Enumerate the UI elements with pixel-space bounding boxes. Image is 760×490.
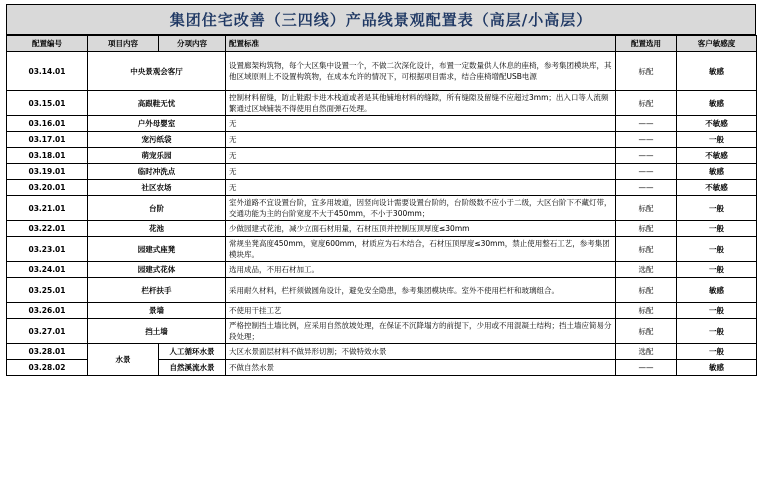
row-sensitivity: 一般: [677, 221, 757, 237]
row-sensitivity: 敏感: [677, 91, 757, 116]
row-standard: 采用耐久材料，栏杆须做圆角设计，避免安全隐患，参考集团模块库。室外不使用栏杆和玻璃组合。: [226, 278, 616, 303]
row-selection: 标配: [616, 278, 677, 303]
row-item: 栏杆扶手: [88, 278, 226, 303]
row-sensitivity: 不敏感: [677, 116, 757, 132]
row-standard: 少做园建式花池，减少立面石材用量，石材压顶并控制压顶厚度≤30mm: [226, 221, 616, 237]
row-selection: ——: [616, 148, 677, 164]
row-item: 户外母婴室: [88, 116, 226, 132]
row-sensitivity: 敏感: [677, 360, 757, 376]
row-item: 社区农场: [88, 180, 226, 196]
row-sensitivity: 不敏感: [677, 180, 757, 196]
table-row: [7, 221, 757, 237]
row-selection: ——: [616, 360, 677, 376]
row-item: 景墙: [88, 303, 226, 319]
row-item: 台阶: [88, 196, 226, 221]
row-standard: 无: [226, 116, 616, 132]
table-row: [7, 52, 757, 91]
header-sensitivity: 客户敏感度: [677, 36, 757, 52]
row-selection: 标配: [616, 303, 677, 319]
row-item: 高跟鞋无忧: [88, 91, 226, 116]
row-selection: 标配: [616, 237, 677, 262]
table-row: [7, 237, 757, 262]
row-standard: 设置廊架构筑物，每个大区集中设置一个，不做二次深化设计，布置一定数量供人休息的座椅，参考集团模块库，其他区域原则上不设置构筑物，在成本允许的情况下，可根据项目需求，结合座椅增配USB电源: [226, 52, 616, 91]
table-row: [7, 91, 757, 116]
row-sensitivity: 敏感: [677, 278, 757, 303]
row-code: 03.27.01: [7, 319, 88, 344]
row-standard: 控制材料留缝，防止鞋跟卡进木栈道或者是其他铺地材料的缝隙，所有缝隙及留缝不应超过3mm；出入口等人流频繁通过区域铺装不得使用自然面弹石处理。: [226, 91, 616, 116]
row-sensitivity: 一般: [677, 262, 757, 278]
row-code: 03.24.01: [7, 262, 88, 278]
config-sheet: [6, 4, 756, 376]
row-standard: 不做自然水景: [226, 360, 616, 376]
row-standard: 严格控制挡土墙比例，应采用自然放坡处理，在保证不沉降塌方的前提下，少用或不用混凝土结构；挡土墙应简易分段处理；: [226, 319, 616, 344]
table-row: [7, 196, 757, 221]
row-code: 03.19.01: [7, 164, 88, 180]
row-code: 03.16.01: [7, 116, 88, 132]
row-sensitivity: 一般: [677, 319, 757, 344]
header-sub: 分项内容: [159, 36, 226, 52]
row-standard: 室外道路不宜设置台阶，宜多用坡道，因竖向设计需要设置台阶的，台阶级数不应小于二级，大区台阶下不藏灯带，交通功能为主的台阶宽度不大于450mm，不小于300mm；: [226, 196, 616, 221]
table-row: [7, 262, 757, 278]
row-code: 03.18.01: [7, 148, 88, 164]
row-item: 挡土墙: [88, 319, 226, 344]
row-selection: 选配: [616, 262, 677, 278]
table-row: [7, 148, 757, 164]
table-row: [7, 344, 757, 360]
row-code: 03.20.01: [7, 180, 88, 196]
row-standard: 无: [226, 180, 616, 196]
row-item: 萌宠乐园: [88, 148, 226, 164]
row-sensitivity: 一般: [677, 196, 757, 221]
row-selection: 标配: [616, 91, 677, 116]
row-sensitivity: 一般: [677, 237, 757, 262]
row-item: 宠污纸袋: [88, 132, 226, 148]
row-selection: 标配: [616, 221, 677, 237]
header-row: [7, 36, 757, 52]
row-code: 03.26.01: [7, 303, 88, 319]
header-standard: 配置标准: [226, 36, 616, 52]
row-code: 03.17.01: [7, 132, 88, 148]
row-selection: 标配: [616, 196, 677, 221]
table-row: [7, 116, 757, 132]
row-code: 03.22.01: [7, 221, 88, 237]
row-code: 03.14.01: [7, 52, 88, 91]
table-row: [7, 180, 757, 196]
table-row: [7, 278, 757, 303]
row-item: 园建式座凳: [88, 237, 226, 262]
row-code: 03.28.02: [7, 360, 88, 376]
row-code: 03.23.01: [7, 237, 88, 262]
table-row: [7, 319, 757, 344]
row-item: 临时冲洗点: [88, 164, 226, 180]
row-sensitivity: 一般: [677, 132, 757, 148]
row-selection: ——: [616, 132, 677, 148]
row-selection: ——: [616, 116, 677, 132]
row-standard: 不使用干挂工艺: [226, 303, 616, 319]
row-item-water: 水景: [88, 344, 159, 376]
row-item: 花池: [88, 221, 226, 237]
table-row: [7, 164, 757, 180]
row-selection: ——: [616, 164, 677, 180]
row-item: 中央景观会客厅: [88, 52, 226, 91]
table-row: [7, 303, 757, 319]
row-standard: 选用成品，不用石材加工。: [226, 262, 616, 278]
header-project: 项目内容: [88, 36, 159, 52]
row-sensitivity: 一般: [677, 303, 757, 319]
row-item: 园建式花体: [88, 262, 226, 278]
row-sensitivity: 敏感: [677, 164, 757, 180]
sheet-title: 集团住宅改善（三四线）产品线景观配置表（高层/小高层）: [6, 4, 756, 35]
row-code: 03.25.01: [7, 278, 88, 303]
row-sensitivity: 一般: [677, 344, 757, 360]
row-standard: 无: [226, 132, 616, 148]
row-standard: 无: [226, 164, 616, 180]
row-code: 03.28.01: [7, 344, 88, 360]
row-standard: 无: [226, 148, 616, 164]
row-standard: 大区水景面层材料不做异形切割；不做特效水景: [226, 344, 616, 360]
row-sub-item: 自然溪流水景: [159, 360, 226, 376]
row-standard: 常规坐凳高度450mm，宽度600mm，材质应为石木结合，石材压顶厚度≤30mm，禁止使用整石工艺，参考集团模块库。: [226, 237, 616, 262]
header-selection: 配置选用: [616, 36, 677, 52]
row-selection: 选配: [616, 344, 677, 360]
table-row: [7, 132, 757, 148]
row-selection: 标配: [616, 319, 677, 344]
row-sub-item: 人工循环水景: [159, 344, 226, 360]
row-sensitivity: 不敏感: [677, 148, 757, 164]
config-table: [6, 35, 757, 376]
row-code: 03.21.01: [7, 196, 88, 221]
row-code: 03.15.01: [7, 91, 88, 116]
row-selection: 标配: [616, 52, 677, 91]
header-code: 配置编号: [7, 36, 88, 52]
row-selection: ——: [616, 180, 677, 196]
row-sensitivity: 敏感: [677, 52, 757, 91]
